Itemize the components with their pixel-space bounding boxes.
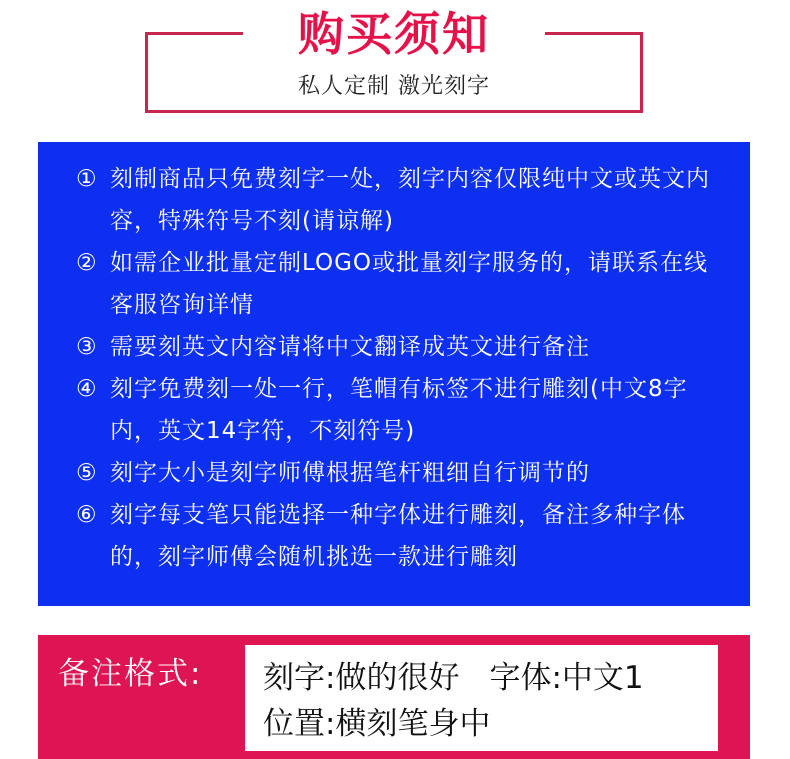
notice-text: 刻字免费刻一处一行，笔帽有标签不进行雕刻(中文8字内，英文14字符，不刻符号)	[110, 376, 688, 444]
remark-format-label: 备注格式:	[58, 656, 203, 692]
notice-number: ④	[76, 376, 97, 402]
notice-item	[76, 158, 726, 242]
notice-number: ③	[76, 334, 97, 360]
notice-number: ⑤	[76, 460, 97, 486]
remark-engrave-text: 刻字:做的很好	[263, 660, 460, 696]
notice-number: ①	[76, 166, 97, 192]
notice-number: ⑥	[76, 502, 97, 528]
notice-text: 需要刻英文内容请将中文翻译成英文进行备注	[110, 334, 590, 360]
remark-example-line-1	[263, 656, 644, 700]
notice-text: 刻字每支笔只能选择一种字体进行雕刻，备注多种字体的，刻字师傅会随机挑选一款进行雕刻	[110, 502, 686, 570]
remark-example-box	[245, 645, 718, 751]
remark-format-bar	[38, 635, 750, 759]
notice-item	[76, 242, 726, 326]
notice-text: 刻字大小是刻字师傅根据笔杆粗细自行调节的	[110, 460, 590, 486]
notice-item	[76, 494, 726, 578]
page-subtitle: 私人定制 激光刻字	[298, 74, 490, 99]
remark-example-line-2: 位置:横刻笔身中	[263, 706, 491, 742]
notice-panel	[38, 142, 750, 606]
notice-text: 刻制商品只免费刻字一处，刻字内容仅限纯中文或英文内容，特殊符号不刻(请谅解)	[110, 166, 710, 234]
remark-font-text: 字体:中文1	[489, 660, 644, 696]
notice-item	[76, 326, 726, 368]
page-title: 购买须知	[298, 7, 490, 61]
notice-list	[76, 158, 726, 578]
notice-item	[76, 368, 726, 452]
notice-number: ②	[76, 250, 97, 276]
notice-item	[76, 452, 726, 494]
notice-text: 如需企业批量定制LOGO或批量刻字服务的，请联系在线客服咨询详情	[110, 250, 709, 318]
